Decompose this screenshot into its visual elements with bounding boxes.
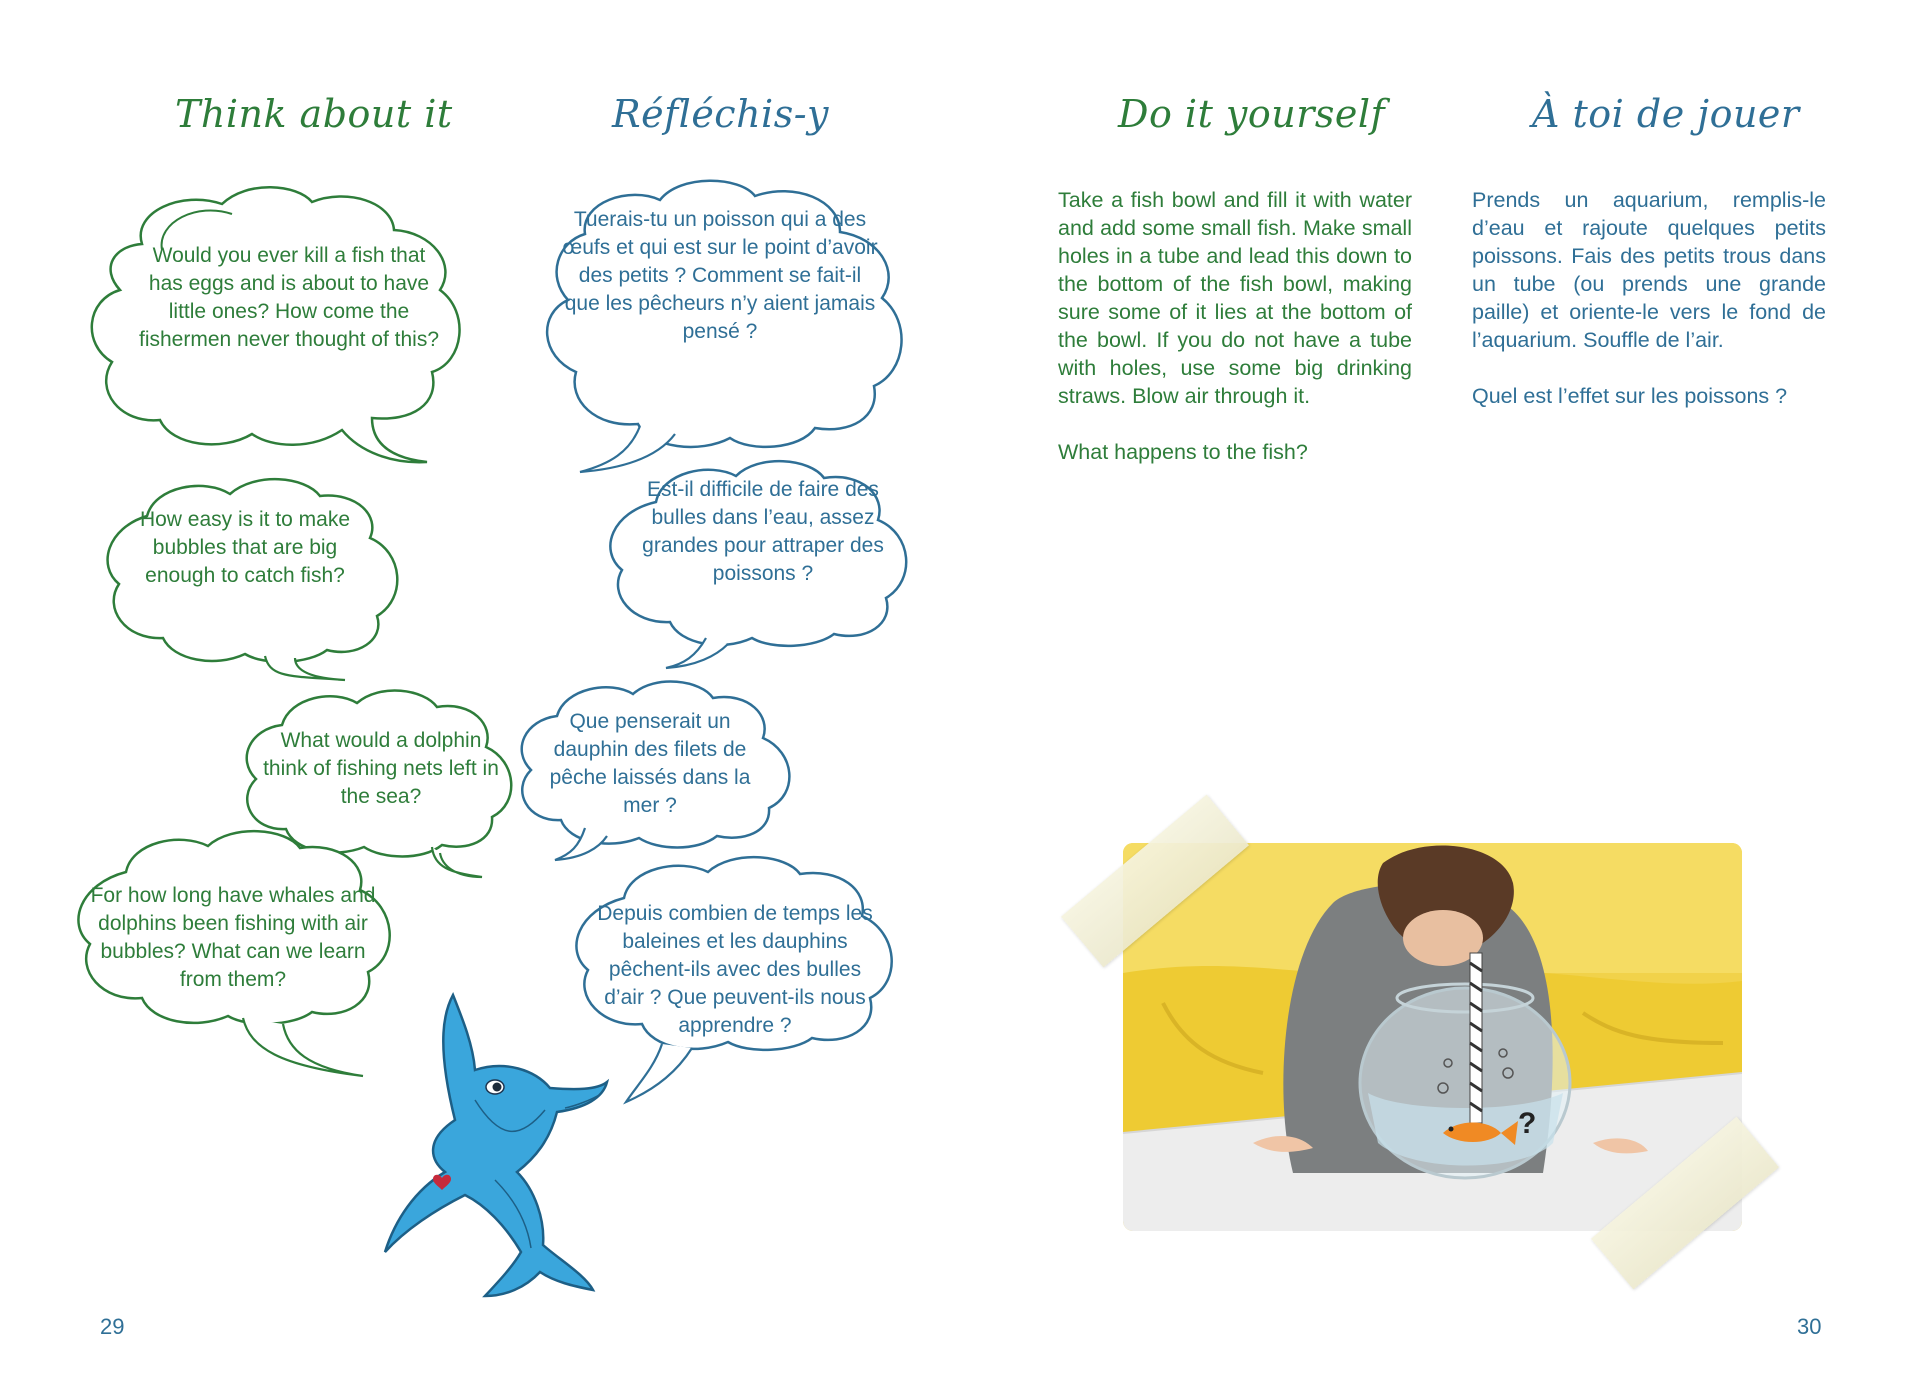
instructions-fr xyxy=(1472,186,1826,438)
question-en: What happens to the fish? xyxy=(1058,440,1308,464)
page-number-right: 30 xyxy=(1797,1314,1822,1339)
instructions-fr-body: Prends un aquarium, remplis-le d’eau et rajoute quelques petits poissons. Fais des petits trous dans un tube (ou prends une grande paille) et oriente-le vers le fond de l’aquarium. Souffle de l’air. xyxy=(1472,188,1826,352)
dolphin-icon xyxy=(335,990,625,1310)
thought-bubble-fr-3 xyxy=(515,678,805,868)
heading-do-it-yourself: Do it yourself xyxy=(1118,92,1386,136)
photo-illustration xyxy=(1123,843,1742,1231)
thought-bubble-en-2 xyxy=(95,468,425,683)
page-number-left: 29 xyxy=(100,1314,125,1339)
thought-bubble-en-1 xyxy=(72,172,492,472)
heading-think-about-it: Think about it xyxy=(175,92,453,136)
instructions-en xyxy=(1058,186,1412,494)
bubble-text: Would you ever kill a fish that has eggs and is about to have little ones? How come the fishermen never thought of this? xyxy=(138,244,439,351)
dolphin-illustration xyxy=(335,990,625,1310)
bubble-text: For how long have whales and dolphins been fishing with air bubbles? What can we learn from them? xyxy=(90,884,376,991)
heading-reflechis-y: Réfléchis-y xyxy=(612,92,830,136)
bubble-text: Est-il difficile de faire des bulles dans l’eau, assez grandes pour attraper des poissons ? xyxy=(642,478,884,585)
instructions-en-body: Take a fish bowl and fill it with water and add some small fish. Make small holes in a tube and lead this down to the bottom of the fish bowl, making sure some of it lies at the bottom of the bowl. If you do not have a tube with holes, use some big drinking straws. Blow air through it. xyxy=(1058,188,1412,408)
bubble-text: What would a dolphin think of fishing nets left in the sea? xyxy=(263,729,499,808)
svg-text:?: ? xyxy=(1518,1107,1537,1140)
bubble-text: How easy is it to make bubbles that are big enough to catch fish? xyxy=(139,508,351,587)
heading-a-toi-de-jouer: À toi de jouer xyxy=(1532,92,1800,136)
bubble-text: Tuerais-tu un poisson qui a des œufs et qui est sur le point d’avoir des petits ? Comment se fait-il que les pêcheurs n’y aient jamais pensé ? xyxy=(562,208,878,343)
thought-bubble-fr-2 xyxy=(596,452,941,672)
question-fr: Quel est l’effet sur les poissons ? xyxy=(1472,384,1788,408)
thought-bubble-fr-1 xyxy=(510,172,930,477)
photo-boy-blowing-fishbowl xyxy=(1123,843,1742,1231)
bubble-text: Que penserait un dauphin des filets de pêche laissés dans la mer ? xyxy=(549,710,751,817)
bubble-text: Depuis combien de temps les baleines et les dauphins pêchent-ils avec des bulles d’air ? Que peuvent-ils nous apprendre ? xyxy=(597,902,873,1037)
